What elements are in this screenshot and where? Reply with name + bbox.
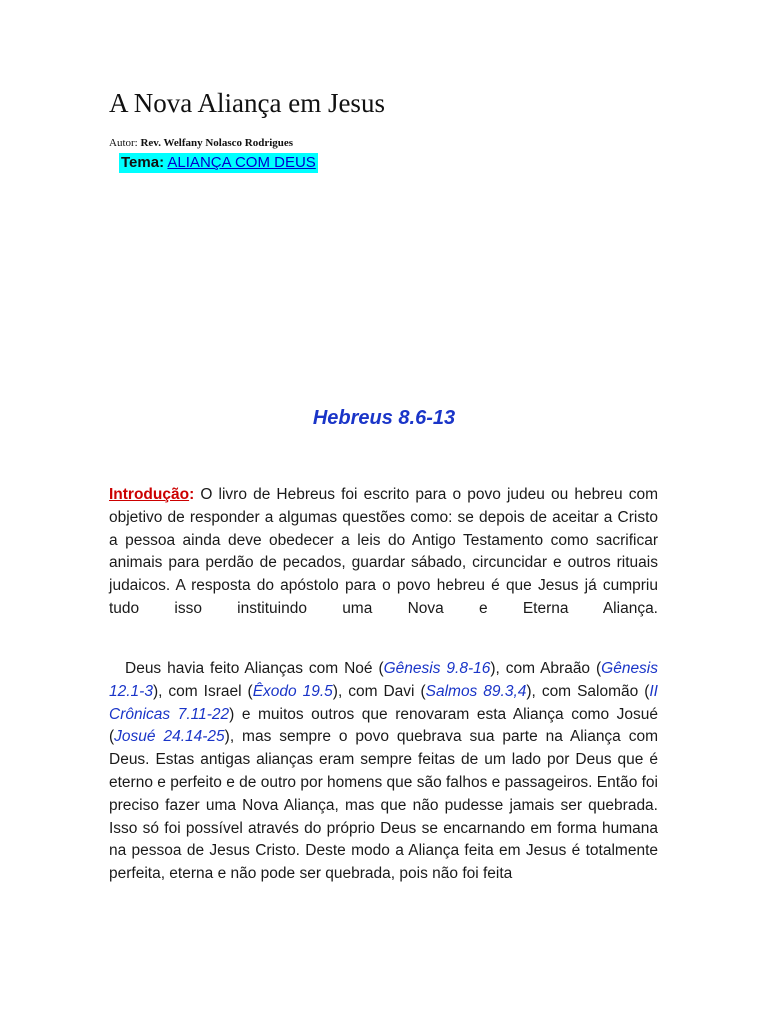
para-text: ), com Abraão ( [490, 660, 602, 677]
para-text: Deus havia feito Alianças com Noé ( [125, 660, 384, 677]
tema-line [119, 153, 318, 173]
tema-link[interactable]: ALIANÇA COM DEUS [167, 154, 316, 171]
intro-colon: : [189, 486, 195, 503]
para-text: ), com Israel ( [152, 682, 253, 700]
reference-heading: Hebreus 8.6-13 [312, 407, 456, 429]
author-label: Autor: [109, 137, 138, 149]
bible-reference-link[interactable]: Josué 24.14-25 [114, 728, 225, 746]
body-paragraph [109, 658, 658, 886]
intro-text: O livro de Hebreus foi escrito para o povo judeu ou hebreu com objetivo de responder a algumas questões como: se depois de aceitar a Cristo a pessoa ainda deve obedecer a leis do Antigo Testamento como sacrificar animais para perdão de pecados, guardar sábado, circuncidar e outros rituais judaicos. A resposta do apóstolo para o povo hebreu é que Jesus já cumpriu tudo isso instituindo uma Nova e Eterna Aliança. [109, 486, 658, 617]
para-text: ), mas sempre o povo quebrava sua parte na Aliança com Deus. Estas antigas alianças eram sempre feitas de um lado por Deus que é eterno e perfeito e de outro por homens que são falhos e passageiros. Então foi preciso fazer uma Nova Aliança, mas que não pudesse jamais ser quebrada. Isso só foi possível através do próprio Deus se encarnando em forma humana na pessoa de Jesus Cristo. Deste modo a Aliança feita em Jesus é totalmente perfeita, eterna e não pode ser quebrada, pois não foi feita [109, 728, 659, 883]
para-text: ) e muitos outros que renovaram esta Aliança como Josué ( [109, 705, 658, 746]
document-title: A Nova Aliança em Jesus [109, 88, 385, 118]
bible-reference-link[interactable]: II Crônicas 7.11-22 [109, 682, 658, 723]
bible-reference-link[interactable]: Salmos 89.3,4 [425, 682, 527, 700]
author-line [109, 137, 293, 149]
bible-reference-link[interactable]: Êxodo 19.5 [252, 682, 333, 700]
bible-reference-link[interactable]: Gênesis 9.8-16 [383, 660, 491, 677]
para-text: ), com Salomão ( [526, 682, 650, 700]
intro-paragraph [109, 484, 658, 621]
author-name: Rev. Welfany Nolasco Rodrigues [140, 137, 294, 149]
bible-reference-link[interactable]: Gênesis 12.1-3 [109, 660, 659, 700]
tema-label: Tema: [121, 154, 165, 171]
para-text: ), com Davi ( [332, 682, 426, 700]
intro-label: Introdução [109, 486, 190, 503]
